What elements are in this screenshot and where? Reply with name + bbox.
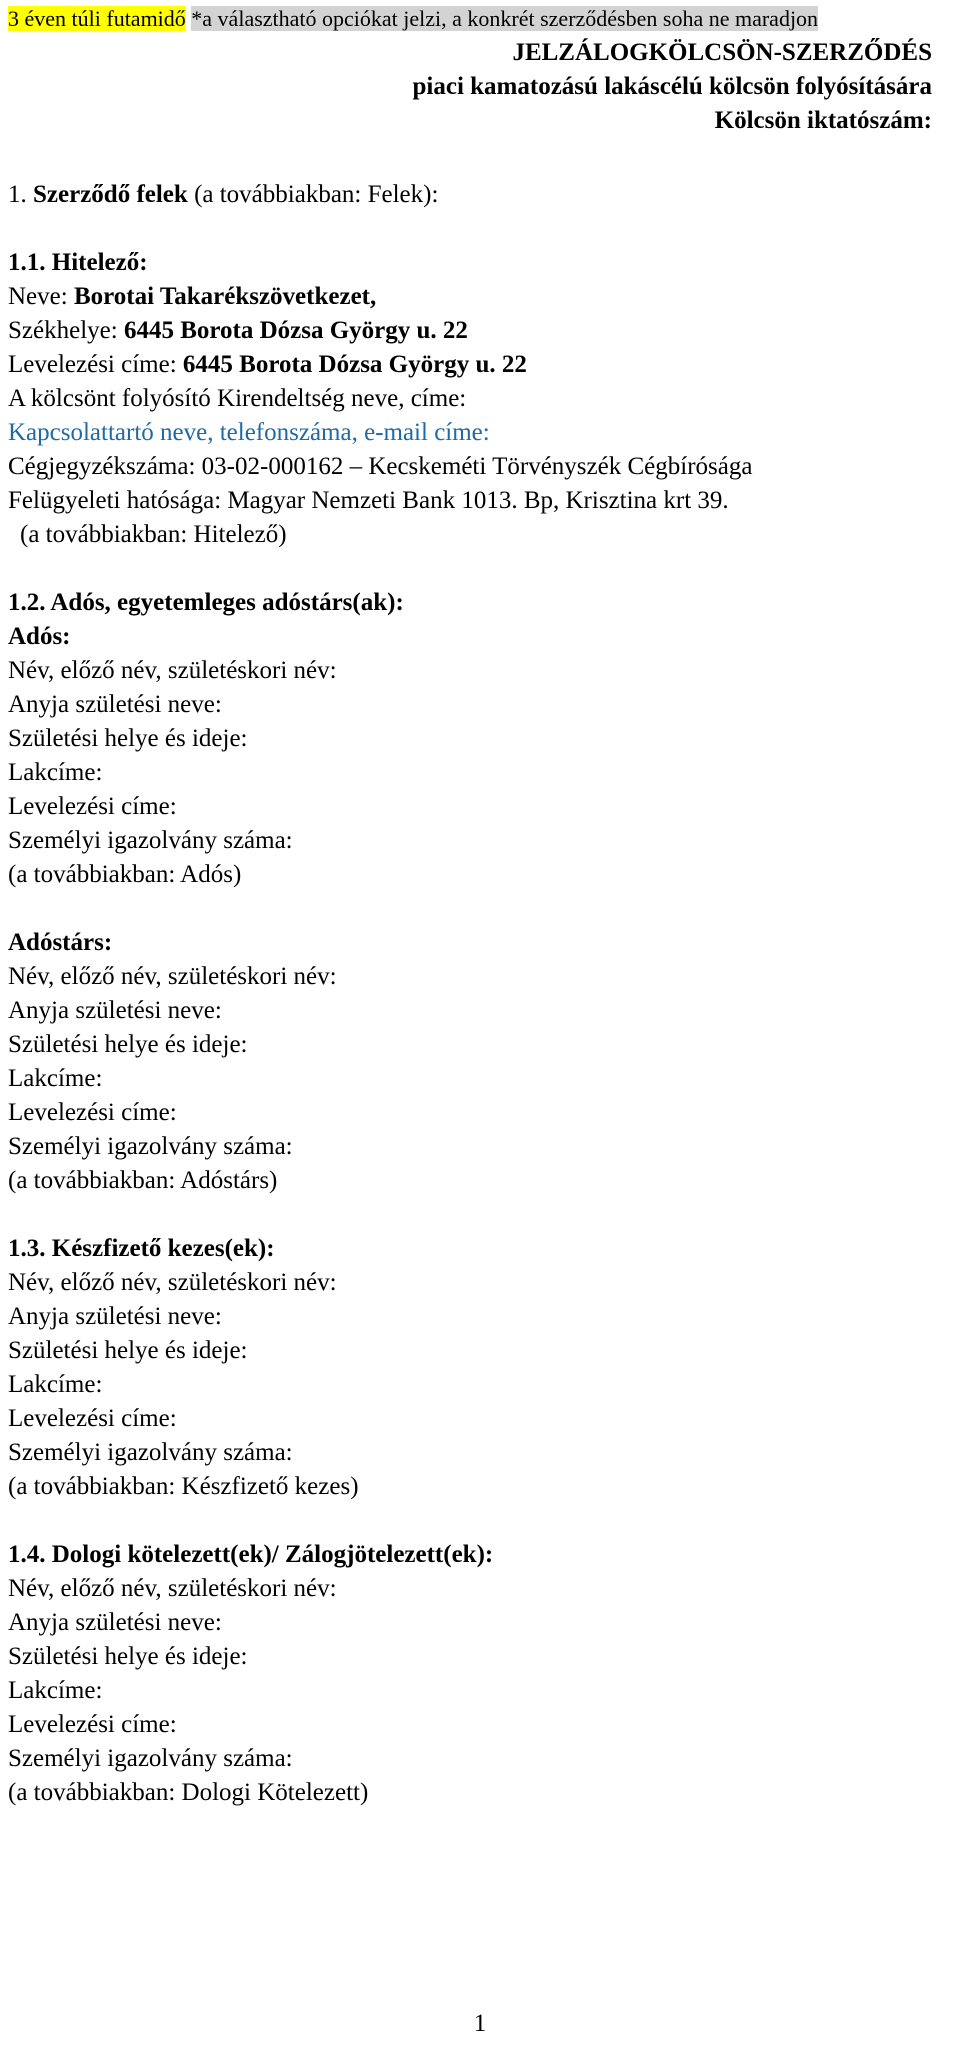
debtor-field: Személyi igazolvány száma: — [8, 827, 293, 854]
guarantor-field: Név, előző név, születéskori név: — [8, 1269, 337, 1296]
subsection-number: 1.1. — [8, 249, 46, 276]
codebtor-field: Személyi igazolvány száma: — [8, 1133, 293, 1160]
codebtor-field: Levelezési címe: — [8, 1099, 177, 1126]
codebtor-field: Anyja születési neve: — [8, 997, 222, 1024]
creditor-branch: A kölcsönt folyósító Kirendeltség neve, címe: — [8, 385, 467, 412]
subsection-title: Hitelező: — [51, 249, 148, 276]
field-value: 6445 Borota Dózsa György u. 22 — [182, 351, 527, 378]
obligor-field: Lakcíme: — [8, 1677, 103, 1704]
field-value: Borotai Takarékszövetkezet, — [73, 283, 377, 310]
title-line-2: piaci kamatozású lakáscélú kölcsön folyósítására — [412, 73, 932, 100]
creditor-name — [8, 280, 948, 314]
debtors-heading — [8, 586, 948, 620]
field-label: Levelezési címe: — [8, 351, 183, 378]
section-number: 1. — [8, 181, 27, 208]
creditor-heading — [8, 246, 948, 280]
debtor-field: Születési helye és ideje: — [8, 725, 248, 752]
debtor-heading: Adós: — [8, 623, 71, 650]
subsection-title: Készfizető kezes(ek): — [51, 1235, 275, 1262]
creditor-supervisor: Felügyeleti hatósága: Magyar Nemzeti Bank 1013. Bp, Krisztina krt 39. — [8, 487, 729, 514]
title-line-1: JELZÁLOGKÖLCSÖN-SZERZŐDÉS — [512, 39, 932, 66]
term-highlight: 3 éven túli futamidő — [8, 6, 186, 31]
creditor-contact: Kapcsolattartó neve, telefonszáma, e-mail címe: — [8, 419, 490, 446]
codebtor-heading: Adóstárs: — [8, 929, 113, 956]
creditor-seat — [8, 314, 948, 348]
guarantor-field: Levelezési címe: — [8, 1405, 177, 1432]
obligor-field: Születési helye és ideje: — [8, 1643, 248, 1670]
guarantor-field: Anyja születési neve: — [8, 1303, 222, 1330]
obligor-field: Levelezési címe: — [8, 1711, 177, 1738]
debtor-hereinafter: (a továbbiakban: Adós) — [8, 861, 242, 888]
creditor-registry: Cégjegyzékszáma: 03-02-000162 – Kecskeméti Törvényszék Cégbírósága — [8, 453, 753, 480]
codebtor-hereinafter: (a továbbiakban: Adóstárs) — [8, 1167, 278, 1194]
subsection-number: 1.2. — [8, 589, 46, 616]
section-title-rest: (a továbbiakban: Felek): — [187, 181, 439, 208]
obligor-field: Név, előző név, születéskori név: — [8, 1575, 337, 1602]
subsection-number: 1.3. — [8, 1235, 46, 1262]
section-1-heading — [8, 178, 948, 212]
debtor-field: Név, előző név, születéskori név: — [8, 657, 337, 684]
obligor-heading — [8, 1538, 948, 1572]
options-banner — [8, 4, 818, 34]
options-note-highlight: *a választható opciókat jelzi, a konkrét szerződésben soha ne maradjon — [191, 6, 819, 31]
codebtor-field: Név, előző név, születéskori név: — [8, 963, 337, 990]
guarantor-hereinafter: (a továbbiakban: Készfizető kezes) — [8, 1473, 359, 1500]
subsection-number: 1.4. — [8, 1541, 46, 1568]
field-value: 6445 Borota Dózsa György u. 22 — [123, 317, 468, 344]
subsection-title: Adós, egyetemleges adóstárs(ak): — [50, 589, 404, 616]
document-title — [413, 36, 932, 138]
guarantor-field: Személyi igazolvány száma: — [8, 1439, 293, 1466]
codebtor-field: Lakcíme: — [8, 1065, 103, 1092]
page-number: 1 — [473, 2010, 487, 2037]
field-label: Neve: — [8, 283, 74, 310]
obligor-field: Anyja születési neve: — [8, 1609, 222, 1636]
codebtor-field: Születési helye és ideje: — [8, 1031, 248, 1058]
guarantor-field: Lakcíme: — [8, 1371, 103, 1398]
guarantor-heading — [8, 1232, 948, 1266]
debtor-field: Lakcíme: — [8, 759, 103, 786]
contract-body — [8, 178, 948, 1810]
subsection-title: Dologi kötelezett(ek)/ Zálogjötelezett(ek): — [51, 1541, 494, 1568]
guarantor-field: Születési helye és ideje: — [8, 1337, 248, 1364]
debtor-field: Anyja születési neve: — [8, 691, 222, 718]
field-label: Székhelye: — [8, 317, 124, 344]
obligor-field: Személyi igazolvány száma: — [8, 1745, 293, 1772]
title-line-3: Kölcsön iktatószám: — [714, 107, 932, 134]
creditor-mail-address — [8, 348, 948, 382]
debtor-field: Levelezési címe: — [8, 793, 177, 820]
creditor-hereinafter: (a továbbiakban: Hitelező) — [20, 521, 287, 548]
obligor-hereinafter: (a továbbiakban: Dologi Kötelezett) — [8, 1779, 369, 1806]
section-title: Szerződő felek — [33, 181, 188, 208]
